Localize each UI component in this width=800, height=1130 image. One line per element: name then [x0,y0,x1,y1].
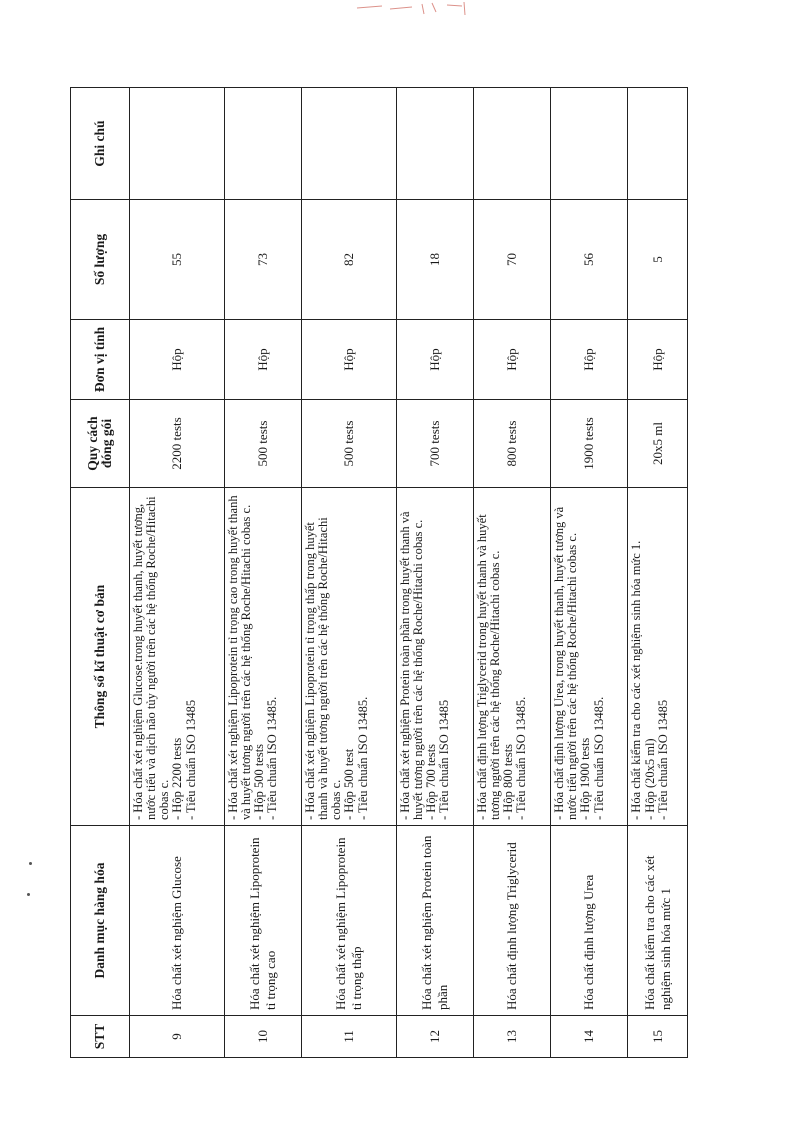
cell-stt: 10 [224,1016,301,1058]
cell-spec [302,488,397,826]
cell-quantity: 56 [551,200,628,320]
cell-unit: Hộp [396,320,473,400]
cell-packing: 500 tests [302,400,397,488]
scan-dot [29,862,32,865]
cell-item-name: Hóa chất xét nghiệm Lipoprotein tỉ trọng thấp [302,826,397,1016]
cell-packing: 800 tests [474,400,551,488]
spec-line: - Hóa chất định lượng Urea, trong huyết thanh, huyết tương và nước tiểu người trên các hệ thống Roche/Hitachi cobas c. [552,506,580,820]
cell-stt: 14 [551,1016,628,1058]
cell-spec [551,488,628,826]
cell-note [628,88,688,200]
cell-packing: 2200 tests [130,400,225,488]
header-row [71,88,130,1058]
scan-stamp-mark [352,0,472,16]
cell-note [130,88,225,200]
table-row [551,88,628,1058]
cell-packing: 20x5 ml [628,400,688,488]
table-row [396,88,473,1058]
spec-line: - Tiêu chuẩn ISO 13485. [355,696,370,820]
table-row [302,88,397,1058]
cell-note [224,88,301,200]
cell-item-name: Hóa chất xét nghiệm Protein toàn phần [396,826,473,1016]
scan-dot [27,893,30,896]
spec-line: - Hộp 2200 tests [170,737,185,820]
table-row [224,88,301,1058]
spec-line: - Hộp 700 tests [424,743,439,820]
cell-unit: Hộp [474,320,551,400]
cell-packing: 1900 tests [551,400,628,488]
cell-stt: 11 [302,1016,397,1058]
spec-line: - Tiêu chuẩn ISO 13485. [514,696,529,820]
cell-stt: 15 [628,1016,688,1058]
header-unit: Đơn vị tính [71,320,130,400]
table-row [130,88,225,1058]
spec-line: - Hóa chất xét nghiệm Protein toàn phần trong huyết thanh và huyết tương người trên các hệ thống Roche/Hitachi cobas c. [397,511,425,820]
cell-item-name: Hóa chất kiểm tra cho các xét nghiệm sinh hóa mức 1 [628,826,688,1016]
cell-stt: 12 [396,1016,473,1058]
rotated-page [70,88,688,1058]
cell-unit: Hộp [130,320,225,400]
cell-note [396,88,473,200]
spec-line: - Hóa chất xét nghiệm Lipoprotein tỉ trọng cao trong huyết thanh và huyết tương người trên các hệ thống Roche/Hitachi cobas c. [225,495,253,820]
cell-quantity: 70 [474,200,551,320]
cell-quantity: 73 [224,200,301,320]
spec-line: - Hóa chất kiểm tra cho các xét nghiệm sinh hóa mức 1. [629,540,644,820]
cell-note [474,88,551,200]
cell-unit: Hộp [302,320,397,400]
table-row [474,88,551,1058]
goods-table [70,87,688,1058]
cell-unit: Hộp [628,320,688,400]
cell-quantity: 55 [130,200,225,320]
cell-item-name: Hóa chất xét nghiệm Glucose [130,826,225,1016]
cell-stt: 13 [474,1016,551,1058]
spec-line: - Hóa chất định lượng Triglycerid trong huyết thanh và huyết tương người trên các hệ thống Roche/Hitachi cobas c. [475,514,503,820]
spec-line: - Tiêu chuẩn ISO 13485. [265,696,280,820]
cell-quantity: 5 [628,200,688,320]
cell-spec [396,488,473,826]
spec-line: - Hộp 800 tests [501,743,516,820]
cell-quantity: 18 [396,200,473,320]
header-stt: STT [71,1016,130,1058]
spec-line: - Tiêu chuẩn ISO 13485. [591,696,606,820]
cell-spec [130,488,225,826]
spec-line: - Tiêu chuẩn ISO 13485 [183,699,198,820]
cell-quantity: 82 [302,200,397,320]
spec-line: - Hộp 500 tests [252,743,267,820]
header-packing: Quy cách đóng gói [71,400,130,488]
cell-packing: 700 tests [396,400,473,488]
cell-item-name: Hóa chất định lượng Triglycerid [474,826,551,1016]
header-quantity: Số lượng [71,200,130,320]
spec-line: - Tiêu chuẩn ISO 13485 [655,699,670,820]
spec-line: - Hóa chất xét nghiệm Glucose.trong huyết thanh, huyết tương, nước tiểu và dịch não tủy người trên các hệ thống Roche/Hitachi cobas c. [131,496,172,820]
cell-packing: 500 tests [224,400,301,488]
cell-spec [224,488,301,826]
cell-unit: Hộp [224,320,301,400]
spec-line: - Hộp 1900 tests [578,737,593,820]
cell-note [302,88,397,200]
cell-item-name: Hóa chất xét nghiệm Lipoprotein tỉ trọng cao [224,826,301,1016]
spec-line: - Hóa chất xét nghiệm Lipoprotein tỉ trọng thấp trong huyết thanh và huyết tương người trên các hệ thống Roche/Hitachi cobas c. [303,517,344,820]
cell-spec [474,488,551,826]
table-row [628,88,688,1058]
cell-spec [628,488,688,826]
header-item: Danh mục hàng hóa [71,826,130,1016]
spec-line: - Tiêu chuẩn ISO 13485 [437,699,452,820]
header-spec: Thông số kĩ thuật cơ bản [71,488,130,826]
header-note: Ghi chú [71,88,130,200]
cell-unit: Hộp [551,320,628,400]
spec-line: - Hộp (20x5 ml) [642,738,657,820]
cell-item-name: Hóa chất định lượng Urea [551,826,628,1016]
cell-note [551,88,628,200]
cell-stt: 9 [130,1016,225,1058]
spec-line: - Hộp 500 test [342,748,357,820]
